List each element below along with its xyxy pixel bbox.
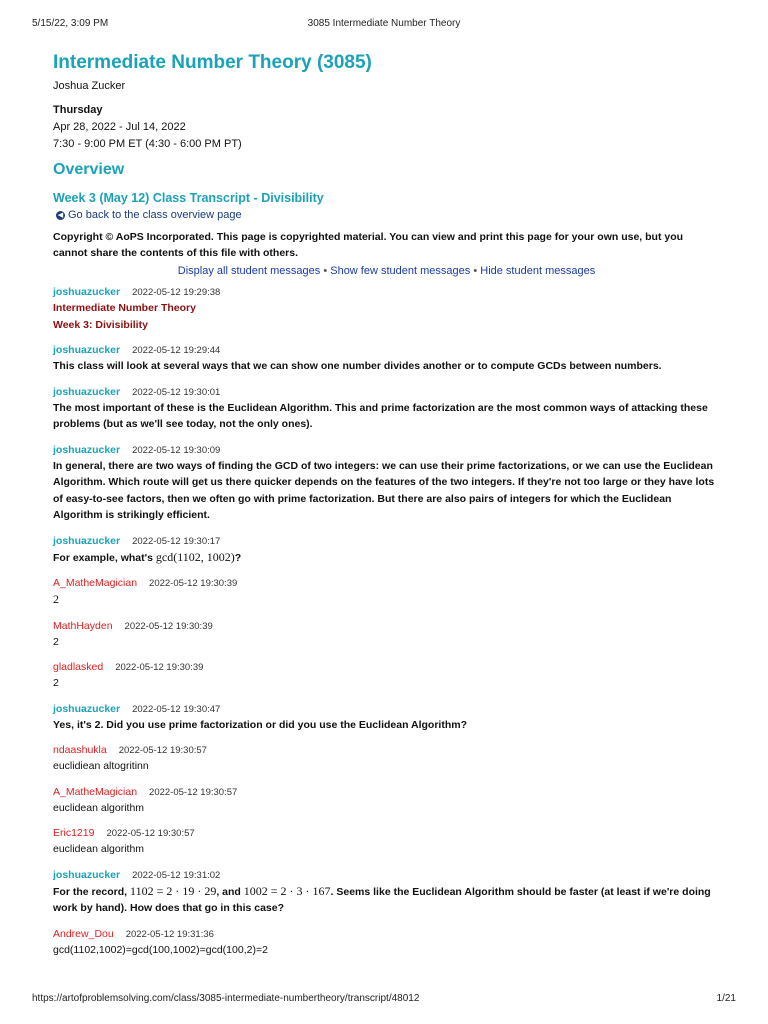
message-timestamp: 2022-05-12 19:30:57 [106,828,195,839]
message [53,785,720,817]
message [53,660,720,692]
message-author[interactable]: A_MatheMagician [53,577,138,589]
overview-heading[interactable]: Overview [53,161,125,178]
message [53,285,720,333]
display-all-messages-link[interactable]: Display all student messages [177,265,321,277]
show-few-messages-link[interactable]: Show few student messages [330,265,471,277]
message-timestamp: 2022-05-12 19:30:39 [115,662,204,673]
message-timestamp: 2022-05-12 19:29:38 [132,287,221,298]
message-author[interactable]: joshuazucker [53,868,121,881]
print-footer [32,993,736,1007]
message-text: euclidean algorithm [53,801,145,814]
week-title: Week 3 (May 12) Class Transcript - Divisibility [53,191,324,205]
message-filter-links [53,265,720,277]
message-timestamp: 2022-05-12 19:31:36 [125,928,214,940]
message-timestamp: 2022-05-12 19:30:57 [118,745,207,756]
message-author[interactable]: Andrew_Dou [53,927,114,940]
message-text-part: For example, what's [53,551,156,564]
copyright-notice: Copyright © AoPS Incorporated. This page is copyrighted material. You can view and print this page for your own use, but you cannot share the contents of this file with others. [53,231,684,259]
message-author[interactable]: ndaashukla [53,744,107,756]
message-text: euclidean algorithm [53,843,145,855]
message-text: euclidiean altogritinn [53,760,149,772]
message-text: 2 [53,677,59,689]
print-page-title: 3085 Intermediate Number Theory [307,18,461,29]
message [53,702,720,734]
message-text: The most important of these is the Euclidean Algorithm. This and prime factorization are the most common ways of attacking these problems (but as we'll see today, not the only ones). [53,401,708,430]
print-date: 5/15/22, 3:09 PM [32,18,109,29]
message-timestamp: 2022-05-12 19:30:01 [132,386,221,398]
message-timestamp: 2022-05-12 19:30:17 [132,535,221,547]
message-text: In general, there are two ways of finding the GCD of two integers: we can use their prime factorizations, or we can use the Euclidean Algorithm. Which route will get us there quicker depends on the features of the two integers. If they're not too large or they have lots of easy-to-see factors, then we often go with prime factorization. But there are also pairs of integers for which the Euclidean Algorithm is strikingly efficient. [53,459,715,521]
print-header [32,18,736,32]
message-timestamp: 2022-05-12 19:30:39 [124,620,213,632]
message-text: Yes, it's 2. Did you use prime factorization or did you use the Euclidean Algorithm? [53,718,468,731]
back-to-overview-link[interactable] [56,209,720,221]
print-page-number: 1/21 [716,993,736,1004]
message [53,534,720,567]
message-author[interactable]: A_MatheMagician [53,785,138,798]
message-author[interactable]: gladlasked [53,661,104,673]
message-timestamp: 2022-05-12 19:30:39 [149,578,238,589]
message-author[interactable]: joshuazucker [53,534,121,547]
message-text: Week 3: Divisibility [53,318,148,331]
message [53,443,720,524]
math-expression: 2 [53,592,59,606]
message-text: This class will look at several ways that we can show one number divides another or to compute GCDs between numbers. [53,360,662,372]
arrow-left-circle-icon: ◀ [57,211,64,219]
message-timestamp: 2022-05-12 19:31:02 [132,869,221,881]
message-text-part: , and [216,885,244,898]
transcript-page [53,52,720,968]
message-text-part: For the record, [53,885,131,898]
message [53,619,720,651]
message-text-part: . Seems like the Euclidean Algorithm should be faster (at least if we're doing work by hand). How does that go in this case? [53,885,711,914]
message-author[interactable]: joshuazucker [53,702,121,715]
message [53,343,720,375]
message-text-part: ? [234,551,242,564]
message-text [53,549,720,567]
message-timestamp: 2022-05-12 19:30:47 [132,703,221,715]
class-time: 7:30 - 9:00 PM ET (4:30 - 6:00 PM PT) [53,138,242,150]
class-schedule [53,102,720,153]
message-author[interactable]: joshuazucker [53,385,121,398]
message [53,927,720,959]
message-timestamp: 2022-05-12 19:30:09 [132,444,221,456]
message-text: gcd(1102,1002)=gcd(100,1002)=gcd(100,2)=2 [53,943,268,956]
message-text: Intermediate Number Theory [53,302,196,314]
filter-separator: • [323,265,328,277]
instructor-name: Joshua Zucker [53,80,126,92]
message [53,868,720,917]
message-author[interactable]: joshuazucker [53,286,121,298]
print-url: https://artofproblemsolving.com/class/3085-intermediate-numbertheory/transcript/48012 [32,993,420,1004]
message [53,576,720,609]
message-author[interactable]: joshuazucker [53,443,121,456]
class-dates: Apr 28, 2022 - Jul 14, 2022 [53,121,186,133]
message [53,743,720,775]
message-text: 2 [53,635,59,648]
message [53,385,720,433]
message-list [53,285,720,958]
class-day: Thursday [53,104,103,116]
message-timestamp: 2022-05-12 19:30:57 [149,786,238,798]
message-text [53,883,720,917]
hide-messages-link[interactable]: Hide student messages [480,265,596,277]
back-link-label: Go back to the class overview page [68,209,242,221]
math-expression: 1102 = 2 · 19 · 29 [130,883,217,898]
math-expression: gcd(1102, 1002) [155,549,235,564]
message [53,826,720,858]
message-timestamp: 2022-05-12 19:29:44 [132,345,221,356]
math-expression: 1002 = 2 · 3 · 167 [243,883,331,898]
message-author[interactable]: MathHayden [53,619,113,632]
filter-separator: • [473,265,478,277]
message-author[interactable]: Eric1219 [53,827,95,839]
message-author[interactable]: joshuazucker [53,344,121,356]
class-title: Intermediate Number Theory (3085) [53,52,372,73]
message-text [53,591,720,609]
